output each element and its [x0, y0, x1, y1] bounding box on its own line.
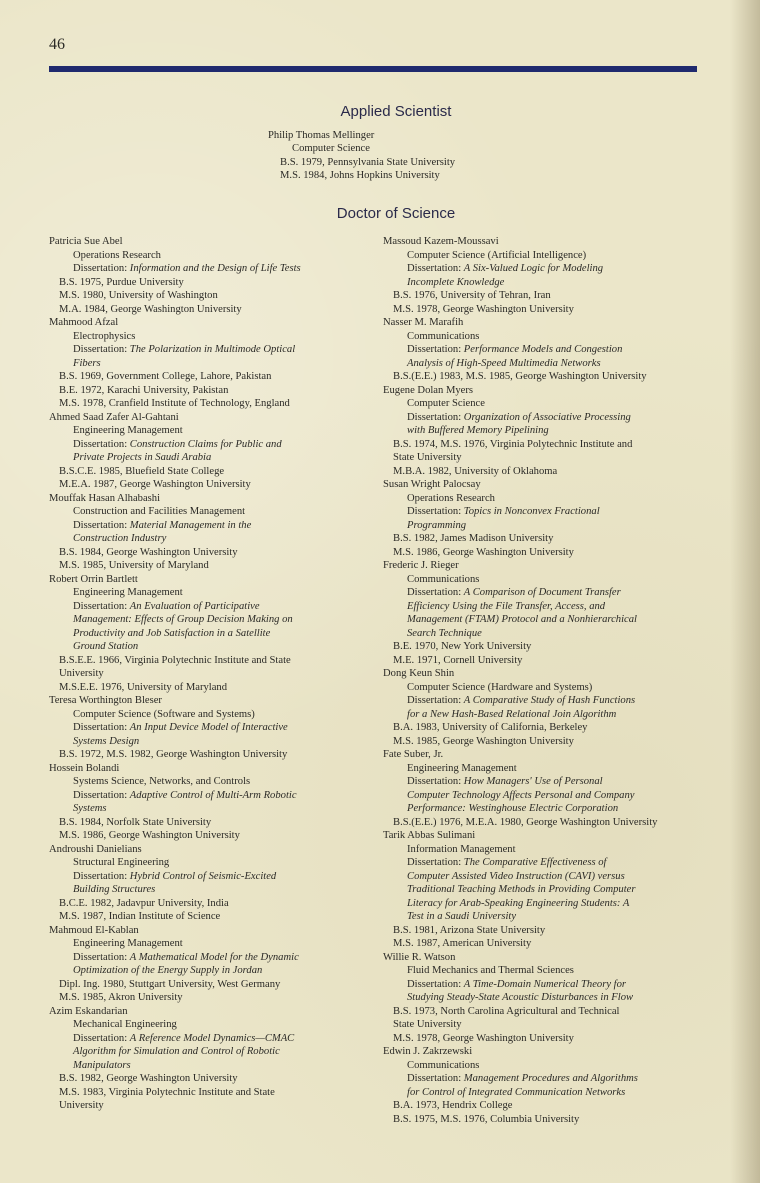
entry-dissertation-line — [49, 357, 354, 371]
entry-dissertation-line — [49, 532, 354, 546]
entry-department: Computer Science — [407, 398, 485, 409]
entry-name: Hossein Bolandi — [49, 762, 120, 774]
doctor-list-right-column — [383, 235, 703, 1126]
entry-department: Electrophysics — [73, 330, 136, 342]
entry-name: Fate Suber, Jr. — [383, 749, 444, 760]
dissertation-title: Building Structures — [73, 884, 156, 895]
entry-dissertation-line — [383, 343, 703, 357]
entry-department: Computer Science — [292, 143, 370, 155]
dissertation-label: Dissertation: — [73, 870, 130, 882]
entry-degree: B.S. 1974, M.S. 1976, Virginia Polytechnic Institute and — [393, 438, 633, 450]
dissertation-label: Dissertation: — [73, 263, 130, 274]
entry-dissertation-line — [49, 802, 354, 816]
entry-dissertation-line — [383, 262, 703, 276]
dissertation-label: Dissertation: — [407, 587, 464, 598]
entry-degree: B.E. 1970, New York University — [393, 641, 532, 652]
entry-name: Philip Thomas Mellinger — [268, 130, 375, 141]
entry-department: Mechanical Engineering — [73, 1019, 177, 1030]
dissertation-label: Dissertation: — [73, 789, 130, 801]
doctor-entry — [383, 316, 703, 384]
entry-degree: B.S. 1982, James Madison University — [393, 533, 554, 544]
entry-name: Eugene Dolan Myers — [383, 384, 474, 396]
dissertation-label: Dissertation: — [407, 978, 464, 990]
entry-degree: B.S.(E.E.) 1976, M.E.A. 1980, George Washington University — [393, 816, 658, 828]
entry-name: Teresa Worthington Bleser — [49, 695, 162, 706]
doctor-entry — [49, 843, 354, 924]
entry-dissertation-line — [383, 424, 703, 438]
doctor-entry — [49, 411, 354, 492]
doctor-entry — [49, 694, 354, 762]
entry-dissertation-line — [49, 1032, 354, 1046]
dissertation-title: How Managers' Use of Personal — [463, 776, 603, 787]
entry-dissertation-line — [383, 789, 703, 803]
entry-department: Engineering Management — [73, 587, 183, 598]
dissertation-label: Dissertation: — [407, 344, 464, 355]
entry-degree: M.S. 1985, University of Maryland — [59, 560, 209, 571]
dissertation-label: Dissertation: — [73, 722, 130, 733]
dissertation-title: for Control of Integrated Communication Networks — [407, 1086, 626, 1098]
entry-department: Communications — [407, 1059, 480, 1071]
entry-dissertation-line — [49, 640, 354, 654]
dissertation-title: Efficiency Using the File Transfer, Access, and — [407, 600, 606, 612]
entry-department: Computer Science (Artificial Intelligence) — [407, 249, 587, 261]
entry-degree: M.S. 1984, Johns Hopkins University — [280, 170, 440, 182]
dissertation-title: Incomplete Knowledge — [407, 276, 505, 288]
entry-degree: B.A. 1983, University of California, Berkeley — [393, 722, 588, 733]
dissertation-title: Analysis of High-Speed Multimedia Networks — [407, 357, 601, 369]
entry-dissertation-line — [383, 802, 703, 816]
dissertation-title: Ground Station — [73, 641, 139, 652]
doctor-entry — [383, 384, 703, 479]
entry-degree: M.S. 1978, George Washington University — [393, 303, 574, 315]
entry-degree: B.S. 1969, Government College, Lahore, Pakistan — [59, 371, 272, 382]
dissertation-title: Productivity and Job Satisfaction in a Satellite — [73, 627, 271, 639]
dissertation-title: Optimization of the Energy Supply in Jordan — [73, 965, 263, 976]
doctor-entry — [383, 829, 703, 951]
entry-degree: M.E.A. 1987, George Washington University — [59, 479, 251, 490]
dissertation-title: Computer Assisted Video Instruction (CAVI) versus — [407, 870, 625, 882]
dissertation-label: Dissertation: — [407, 506, 464, 517]
entry-name: Patricia Sue Abel — [49, 236, 123, 247]
entry-dissertation-line — [49, 451, 354, 465]
entry-name: Mahmood Afzal — [49, 317, 119, 328]
doctor-entry — [383, 748, 703, 829]
dissertation-title: A Comparative Study of Hash Functions — [463, 695, 636, 706]
entry-degree: M.S. 1978, Cranfield Institute of Technology, England — [59, 398, 290, 409]
header-rule — [49, 66, 697, 72]
entry-department: Fluid Mechanics and Thermal Sciences — [407, 965, 574, 976]
dissertation-title: A Comparison of Document Transfer — [463, 587, 621, 598]
dissertation-label: Dissertation: — [407, 776, 464, 787]
dissertation-title: Management (FTAM) Protocol and a Nonhierarchical — [407, 614, 637, 625]
entry-dissertation-line — [49, 1045, 354, 1059]
entry-department: Engineering Management — [73, 938, 183, 949]
entry-degree: M.S. 1987, Indian Institute of Science — [59, 911, 221, 922]
entry-degree: B.S. 1982, George Washington University — [59, 1073, 238, 1084]
dissertation-title: Systems — [73, 803, 107, 814]
entry-dissertation-line — [383, 586, 703, 600]
entry-dissertation-line — [383, 411, 703, 425]
dissertation-title: Systems Design — [73, 735, 140, 747]
entry-degree: B.S.(E.E.) 1983, M.S. 1985, George Washington University — [393, 371, 647, 382]
entry-dissertation-line — [383, 694, 703, 708]
entry-degree: M.S.E.E. 1976, University of Maryland — [59, 681, 228, 693]
dissertation-title: for a New Hash-Based Relational Join Algorithm — [407, 708, 617, 720]
dissertation-title: Management Procedures and Algorithms — [463, 1073, 638, 1084]
dissertation-title: Material Management in the — [129, 519, 252, 531]
entry-degree: B.A. 1973, Hendrix College — [393, 1100, 513, 1111]
doctor-entry — [383, 951, 703, 1046]
dissertation-title: Information and the Design of Life Tests — [129, 263, 301, 274]
entry-name: Mahmoud El-Kablan — [49, 924, 139, 936]
entry-dissertation-line — [49, 735, 354, 749]
doctor-entry — [49, 924, 354, 1005]
entry-name: Mouffak Hasan Alhabashi — [49, 492, 161, 504]
entry-dissertation-line — [49, 883, 354, 897]
entry-dissertation-line — [383, 910, 703, 924]
entry-degree: University — [59, 668, 104, 679]
entry-degree: M.B.A. 1982, University of Oklahoma — [393, 465, 558, 477]
entry-dissertation-line — [49, 870, 354, 884]
entry-name: Androushi Danielians — [49, 843, 142, 855]
page-edge-shadow — [730, 0, 760, 1183]
entry-name: Robert Orrin Bartlett — [49, 573, 138, 585]
entry-dissertation-line — [383, 600, 703, 614]
dissertation-title: Organization of Associative Processing — [463, 411, 631, 423]
doctor-entry — [49, 573, 354, 695]
entry-degree: Dipl. Ing. 1980, Stuttgart University, West Germany — [59, 978, 281, 990]
dissertation-title: Construction Industry — [73, 533, 167, 544]
entry-degree: State University — [393, 452, 462, 463]
dissertation-title: An Input Device Model of Interactive — [129, 722, 288, 733]
section-heading-doctor-of-science: Doctor of Science — [336, 205, 456, 222]
doctor-entry — [383, 235, 703, 316]
dissertation-title: with Buffered Memory Pipelining — [407, 425, 549, 436]
entry-name: Nasser M. Marafih — [383, 317, 464, 328]
entry-dissertation-line — [383, 897, 703, 911]
entry-department: Computer Science (Software and Systems) — [73, 708, 255, 720]
entry-dissertation-line — [383, 276, 703, 290]
entry-degree: University — [59, 1100, 104, 1111]
dissertation-label: Dissertation: — [73, 1032, 130, 1044]
dissertation-title: Adaptive Control of Multi-Arm Robotic — [129, 789, 297, 801]
entry-name: Frederic J. Rieger — [383, 560, 459, 571]
entry-degree: M.A. 1984, George Washington University — [59, 303, 242, 315]
dissertation-title: Hybrid Control of Seismic-Excited — [129, 870, 277, 882]
entry-degree: B.S. 1975, M.S. 1976, Columbia University — [393, 1113, 580, 1125]
entry-degree: M.E. 1971, Cornell University — [393, 654, 523, 666]
entry-degree: B.S.C.E. 1985, Bluefield State College — [59, 465, 225, 477]
entry-degree: M.S. 1985, George Washington University — [393, 735, 574, 747]
dissertation-title: A Mathematical Model for the Dynamic — [129, 951, 299, 963]
doctor-entry — [49, 316, 354, 411]
entry-name: Susan Wright Palocsay — [383, 479, 481, 490]
dissertation-label: Dissertation: — [407, 263, 464, 274]
entry-dissertation-line — [383, 1086, 703, 1100]
entry-department: Computer Science (Hardware and Systems) — [407, 681, 593, 693]
doctor-entry — [383, 478, 703, 559]
entry-dissertation-line — [383, 505, 703, 519]
section-heading-applied-scientist: Applied Scientist — [340, 103, 452, 120]
entry-dissertation-line — [49, 951, 354, 965]
entry-dissertation-line — [49, 600, 354, 614]
entry-dissertation-line — [383, 856, 703, 870]
entry-degree: B.S. 1984, George Washington University — [59, 546, 238, 558]
doctor-entry — [49, 492, 354, 573]
entry-dissertation-line — [49, 262, 354, 276]
dissertation-title: Computer Technology Affects Personal and Company — [407, 789, 635, 801]
dissertation-label: Dissertation: — [73, 438, 130, 450]
entry-dissertation-line — [49, 343, 354, 357]
entry-dissertation-line — [383, 708, 703, 722]
dissertation-label: Dissertation: — [407, 857, 464, 868]
entry-dissertation-line — [383, 870, 703, 884]
entry-degree: B.S. 1981, Arizona State University — [393, 924, 546, 936]
entry-degree: B.S. 1979, Pennsylvania State University — [280, 156, 456, 168]
entry-name: Azim Eskandarian — [49, 1005, 128, 1017]
dissertation-title: Performance: Westinghouse Electric Corporation — [407, 803, 619, 814]
doctor-list-left-column — [49, 235, 354, 1113]
dissertation-title: Test in a Saudi University — [407, 911, 517, 922]
entry-degree: M.S. 1980, University of Washington — [59, 290, 218, 301]
entry-dissertation-line — [383, 1072, 703, 1086]
entry-dissertation-line — [49, 964, 354, 978]
dissertation-title: Literacy for Arab-Speaking Engineering Students: A — [407, 897, 630, 909]
entry-department: Operations Research — [407, 492, 495, 504]
dissertation-title: Management: Effects of Group Decision Making on — [73, 614, 293, 625]
doctor-entry — [383, 559, 703, 667]
dissertation-title: Topics in Nonconvex Fractional — [463, 506, 600, 517]
entry-name: Ahmed Saad Zafer Al-Gahtani — [49, 411, 179, 423]
entry-dissertation-line — [49, 438, 354, 452]
entry-dissertation-line — [383, 519, 703, 533]
dissertation-title: A Six-Valued Logic for Modeling — [463, 263, 604, 274]
entry-department: Engineering Management — [73, 425, 183, 436]
doctor-entry — [383, 667, 703, 748]
doctor-entry — [49, 1005, 354, 1113]
entry-dissertation-line — [383, 357, 703, 371]
dissertation-label: Dissertation: — [73, 344, 130, 355]
entry-dissertation-line — [383, 613, 703, 627]
entry-degree: M.S. 1985, Akron University — [59, 992, 183, 1003]
dissertation-label: Dissertation: — [407, 695, 464, 706]
applied-scientist-entry — [268, 129, 455, 183]
doctor-entry — [383, 1045, 703, 1126]
entry-degree: B.S. 1984, Norfolk State University — [59, 816, 212, 828]
dissertation-title: Traditional Teaching Methods in Providing Computer — [407, 884, 636, 895]
entry-degree: B.C.E. 1982, Jadavpur University, India — [59, 897, 229, 909]
entry-dissertation-line — [383, 775, 703, 789]
entry-dissertation-line — [383, 978, 703, 992]
page-number: 46 — [49, 36, 65, 53]
entry-name: Massoud Kazem-Moussavi — [383, 236, 499, 247]
entry-degree: B.E. 1972, Karachi University, Pakistan — [59, 384, 229, 396]
doctor-entry — [49, 235, 354, 316]
entry-degree: M.S. 1983, Virginia Polytechnic Institute and State — [59, 1086, 275, 1098]
dissertation-title: An Evaluation of Participative — [129, 600, 260, 612]
entry-degree: B.S. 1972, M.S. 1982, George Washington University — [59, 749, 288, 760]
entry-department: Operations Research — [73, 249, 161, 261]
dissertation-title: Studying Steady-State Acoustic Disturbances in Flow — [407, 992, 634, 1003]
dissertation-label: Dissertation: — [73, 519, 130, 531]
dissertation-title: A Reference Model Dynamics—CMAC — [129, 1032, 295, 1044]
doctor-entry — [49, 762, 354, 843]
dissertation-title: Manipulators — [73, 1059, 131, 1071]
dissertation-label: Dissertation: — [407, 1073, 464, 1084]
dissertation-label: Dissertation: — [407, 411, 464, 423]
entry-degree: M.S. 1987, American University — [393, 938, 532, 949]
entry-name: Willie R. Watson — [383, 951, 456, 963]
entry-degree: M.S. 1986, George Washington University — [59, 830, 240, 841]
dissertation-title: The Comparative Effectiveness of — [463, 857, 607, 868]
entry-department: Information Management — [407, 843, 516, 855]
dissertation-label: Dissertation: — [73, 600, 130, 612]
entry-dissertation-line — [49, 721, 354, 735]
entry-department: Structural Engineering — [73, 857, 170, 868]
entry-dissertation-line — [383, 883, 703, 897]
dissertation-title: Construction Claims for Public and — [129, 438, 282, 450]
entry-dissertation-line — [49, 789, 354, 803]
entry-degree: B.S. 1973, North Carolina Agricultural and Technical — [393, 1005, 620, 1017]
dissertation-title: Programming — [407, 519, 467, 531]
entry-name: Dong Keun Shin — [383, 668, 455, 679]
dissertation-title: Performance Models and Congestion — [463, 344, 623, 355]
entry-department: Communications — [407, 573, 480, 585]
entry-department: Engineering Management — [407, 762, 517, 774]
entry-dissertation-line — [383, 627, 703, 641]
entry-department: Communications — [407, 330, 480, 342]
dissertation-title: Search Technique — [407, 627, 482, 639]
entry-name: Edwin J. Zakrzewski — [383, 1046, 473, 1057]
entry-degree: B.S. 1976, University of Tehran, Iran — [393, 290, 551, 301]
entry-name: Tarik Abbas Sulimani — [383, 830, 476, 841]
entry-degree: M.S. 1978, George Washington University — [393, 1032, 574, 1044]
entry-degree: State University — [393, 1019, 462, 1030]
dissertation-label: Dissertation: — [73, 951, 130, 963]
entry-degree: B.S. 1975, Purdue University — [59, 276, 184, 288]
entry-dissertation-line — [49, 627, 354, 641]
dissertation-title: Private Projects in Saudi Arabia — [73, 452, 212, 463]
entry-dissertation-line — [49, 613, 354, 627]
dissertation-title: Fibers — [73, 357, 101, 369]
entry-dissertation-line — [383, 991, 703, 1005]
dissertation-title: A Time-Domain Numerical Theory for — [463, 978, 627, 990]
dissertation-title: The Polarization in Multimode Optical — [129, 344, 296, 355]
entry-dissertation-line — [49, 1059, 354, 1073]
entry-department: Systems Science, Networks, and Controls — [73, 776, 251, 787]
entry-degree: B.S.E.E. 1966, Virginia Polytechnic Institute and State — [59, 654, 291, 666]
entry-department: Construction and Facilities Management — [73, 506, 246, 517]
entry-degree: M.S. 1986, George Washington University — [393, 546, 574, 558]
entry-dissertation-line — [49, 519, 354, 533]
dissertation-title: Algorithm for Simulation and Control of Robotic — [73, 1046, 280, 1057]
